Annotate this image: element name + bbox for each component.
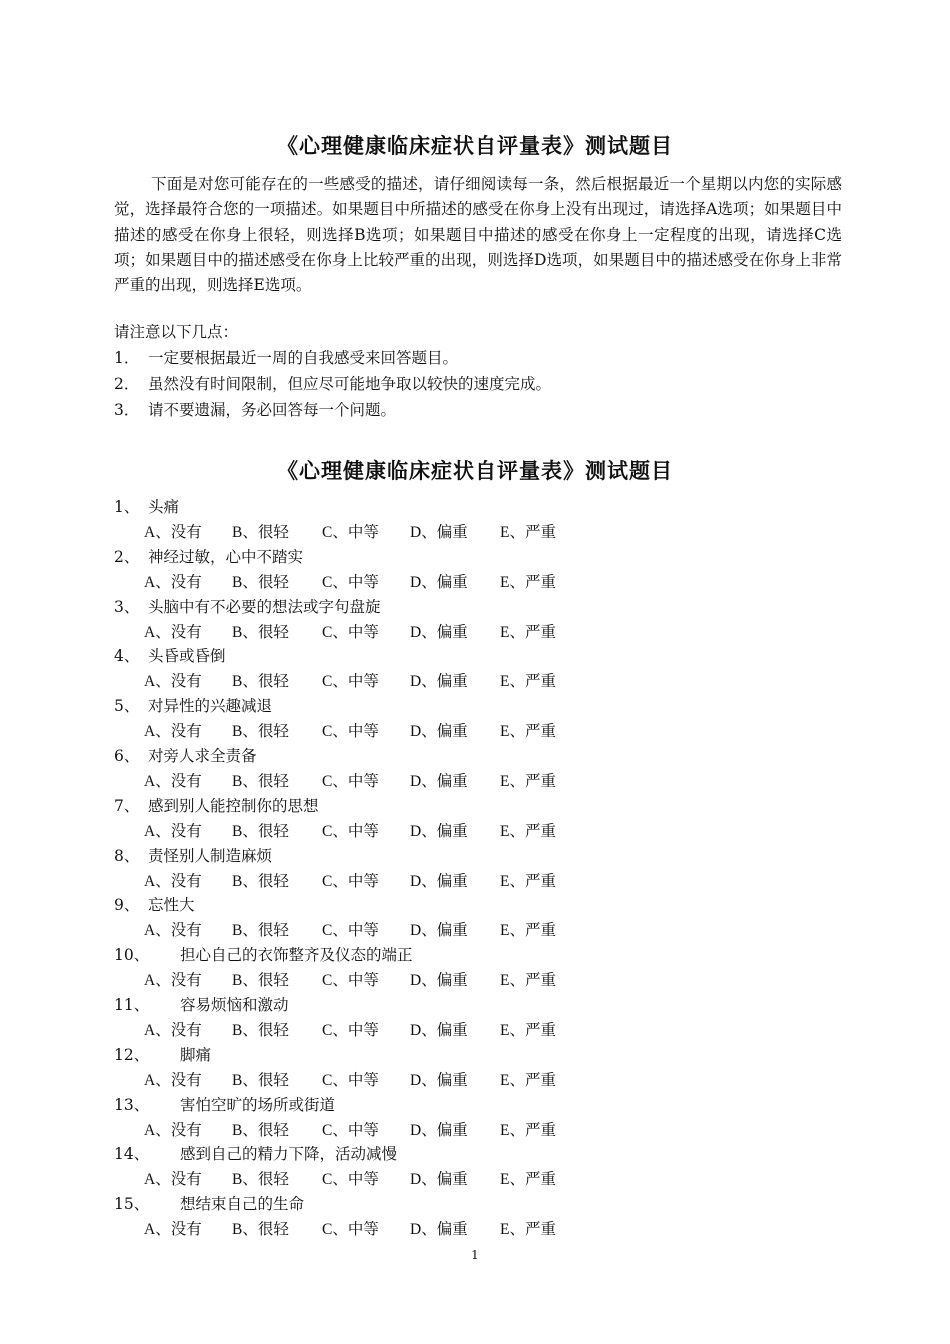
answer-option[interactable]: C、中等 [322, 1221, 379, 1239]
answer-option[interactable]: D、偏重 [410, 773, 468, 790]
answer-option[interactable]: B、很轻 [232, 1022, 289, 1039]
questions-title: 《心理健康临床症状自评量表》测试题目 [277, 459, 673, 483]
answer-option[interactable]: A、没有 [144, 1071, 202, 1089]
answer-option[interactable]: D、偏重 [410, 1022, 468, 1039]
question-number: 15、 [114, 1195, 150, 1214]
question-item [114, 1192, 304, 1214]
question-text: 头痛 [148, 498, 180, 516]
question-text: 害怕空旷的场所或街道 [180, 1095, 336, 1114]
answer-option[interactable]: C、中等 [322, 773, 379, 790]
answer-option[interactable]: B、很轻 [232, 972, 289, 990]
question-number: 9、 [114, 896, 140, 915]
answer-option[interactable]: D、偏重 [410, 1071, 468, 1089]
question-text: 脚痛 [180, 1045, 212, 1064]
answer-option[interactable]: E、严重 [500, 1221, 556, 1239]
answer-option[interactable]: D、偏重 [410, 972, 468, 990]
answer-option[interactable]: D、偏重 [410, 1121, 468, 1139]
answer-option[interactable]: C、中等 [322, 1171, 379, 1189]
answer-option[interactable]: C、中等 [322, 872, 379, 890]
answer-option[interactable]: E、严重 [500, 872, 556, 890]
question-item [114, 993, 289, 1015]
question-text: 对旁人求全责备 [148, 747, 257, 765]
answer-option[interactable]: A、没有 [144, 972, 202, 990]
answer-option[interactable]: B、很轻 [232, 872, 289, 890]
note-text: 请不要遗漏，务必回答每一个问题。 [148, 401, 397, 419]
question-item [114, 1093, 335, 1115]
answer-option[interactable]: E、严重 [500, 1071, 556, 1089]
question-item [114, 744, 257, 766]
answer-option[interactable]: B、很轻 [232, 524, 289, 541]
question-item [114, 844, 272, 866]
answer-option[interactable]: A、没有 [144, 623, 202, 641]
answer-option[interactable]: E、严重 [500, 573, 556, 591]
answer-option[interactable]: E、严重 [500, 673, 556, 691]
question-number: 10、 [114, 946, 150, 965]
note-number: 2． [114, 375, 140, 393]
answer-option[interactable]: A、没有 [144, 573, 202, 591]
question-item [114, 794, 319, 816]
answer-option[interactable]: D、偏重 [410, 1171, 468, 1189]
answer-option[interactable]: A、没有 [144, 822, 202, 840]
answer-option[interactable]: E、严重 [500, 623, 556, 641]
answer-option[interactable]: D、偏重 [410, 623, 468, 641]
question-number: 3、 [114, 597, 140, 616]
answer-option[interactable]: D、偏重 [410, 1221, 468, 1239]
question-text: 担心自己的衣饰整齐及仪态的端正 [180, 946, 413, 965]
answer-option[interactable]: A、没有 [144, 922, 202, 940]
question-number: 13、 [114, 1095, 150, 1114]
answer-option[interactable]: B、很轻 [232, 1121, 289, 1139]
answer-option[interactable]: A、没有 [144, 1171, 202, 1189]
answer-option[interactable]: E、严重 [500, 773, 556, 790]
answer-option[interactable]: A、没有 [144, 1221, 202, 1239]
answer-option[interactable]: C、中等 [322, 723, 379, 741]
question-item [114, 545, 303, 567]
question-text: 对异性的兴趣减退 [148, 697, 273, 716]
answer-option[interactable]: A、没有 [144, 773, 202, 790]
note-number: 1． [114, 349, 140, 367]
answer-option[interactable]: B、很轻 [232, 623, 289, 641]
answer-option[interactable]: B、很轻 [232, 773, 289, 790]
answer-option[interactable]: E、严重 [500, 822, 556, 840]
question-number: 4、 [114, 647, 140, 666]
instructions-paragraph: 下面是对您可能存在的一些感受的描述，请仔细阅读每一条，然后根据最近一个星期以内您的实际感觉，选择最符合您的一项描述。如果题目中所描述的感受在你身上没有出现过，请选择A选项；如果题目中描述的感受在你身上很轻，则选择B选项；如果题目中描述的感受在你身上一定程度的出现，请选择C选项；如果题目中的描述感受在你身上比较严重的出现，则选择D选项，如果题目中的描述感受在你身上非常严重的出现，则选择E选项。 [114, 175, 842, 295]
question-number: 8、 [114, 846, 140, 865]
answer-option[interactable]: B、很轻 [232, 673, 289, 691]
question-item [114, 1043, 211, 1065]
answer-option[interactable]: C、中等 [322, 1022, 379, 1039]
answer-option[interactable]: C、中等 [322, 573, 379, 591]
answer-option[interactable]: B、很轻 [232, 1221, 289, 1239]
answer-option[interactable]: C、中等 [322, 822, 379, 840]
answer-option[interactable]: D、偏重 [410, 723, 468, 741]
question-text: 责怪别人制造麻烦 [148, 846, 273, 865]
note-text: 一定要根据最近一周的自我感受来回答题目。 [148, 349, 459, 367]
answer-option[interactable]: C、中等 [322, 922, 379, 940]
answer-option[interactable]: C、中等 [322, 673, 379, 691]
question-number: 11、 [114, 996, 150, 1014]
answer-option[interactable]: E、严重 [500, 1022, 556, 1039]
question-text: 感到别人能控制你的思想 [148, 796, 319, 815]
answer-option[interactable]: E、严重 [500, 1171, 556, 1189]
answer-option[interactable]: E、严重 [500, 1121, 556, 1139]
note-text: 虽然没有时间限制，但应尽可能地争取以较快的速度完成。 [148, 375, 552, 393]
answer-option[interactable]: C、中等 [322, 1071, 379, 1089]
answer-option[interactable]: C、中等 [322, 623, 379, 641]
question-text: 容易烦恼和激动 [180, 996, 289, 1014]
answer-option[interactable]: B、很轻 [232, 573, 289, 591]
note-item [114, 372, 551, 394]
answer-option[interactable]: B、很轻 [232, 723, 289, 741]
question-text: 感到自己的精力下降，活动减慢 [180, 1145, 398, 1164]
answer-option[interactable]: C、中等 [322, 972, 379, 990]
question-number: 1、 [114, 498, 140, 516]
answer-option[interactable]: A、没有 [144, 1121, 202, 1139]
answer-option[interactable]: B、很轻 [232, 1071, 289, 1089]
answer-option[interactable]: D、偏重 [410, 573, 468, 591]
question-number: 7、 [114, 796, 140, 815]
question-text: 想结束自己的生命 [180, 1195, 305, 1214]
answer-option[interactable]: A、没有 [144, 673, 202, 691]
answer-option[interactable]: B、很轻 [232, 1171, 289, 1189]
answer-option[interactable]: A、没有 [144, 872, 202, 890]
answer-option[interactable]: D、偏重 [410, 524, 468, 541]
question-item [114, 893, 195, 915]
answer-option[interactable]: D、偏重 [410, 872, 468, 890]
question-item [114, 694, 272, 716]
answer-option[interactable]: B、很轻 [232, 922, 289, 940]
note-item [114, 346, 458, 368]
question-text: 头昏或昏倒 [148, 647, 226, 666]
answer-option[interactable]: E、严重 [500, 922, 556, 940]
question-number: 5、 [114, 697, 140, 716]
question-text: 忘性大 [148, 896, 195, 915]
question-item [114, 495, 179, 517]
question-number: 14、 [114, 1145, 150, 1164]
page-number: 1 [471, 1248, 479, 1262]
question-number: 2、 [114, 547, 140, 566]
answer-option[interactable]: D、偏重 [410, 822, 468, 840]
question-item [114, 595, 381, 617]
note-item [114, 398, 396, 420]
answer-option[interactable]: C、中等 [322, 1121, 379, 1139]
note-number: 3． [114, 401, 140, 419]
answer-option[interactable]: C、中等 [322, 524, 379, 541]
notes-heading: 请注意以下几点： [114, 323, 239, 341]
answer-option[interactable]: A、没有 [144, 1022, 202, 1039]
question-number: 6、 [114, 747, 140, 765]
answer-option[interactable]: A、没有 [144, 524, 202, 541]
question-item [114, 1142, 397, 1164]
answer-option[interactable]: D、偏重 [410, 673, 468, 691]
answer-option[interactable]: E、严重 [500, 723, 556, 741]
question-item [114, 943, 413, 965]
answer-option[interactable]: B、很轻 [232, 822, 289, 840]
question-text: 头脑中有不必要的想法或字句盘旋 [148, 597, 381, 616]
answer-option[interactable]: A、没有 [144, 723, 202, 741]
answer-option[interactable]: E、严重 [500, 972, 556, 990]
answer-option[interactable]: D、偏重 [410, 922, 468, 940]
page-title: 《心理健康临床症状自评量表》测试题目 [277, 134, 673, 158]
answer-option[interactable]: E、严重 [500, 524, 556, 541]
question-item [114, 644, 226, 666]
question-text: 神经过敏，心中不踏实 [148, 547, 304, 566]
question-number: 12、 [114, 1045, 150, 1064]
